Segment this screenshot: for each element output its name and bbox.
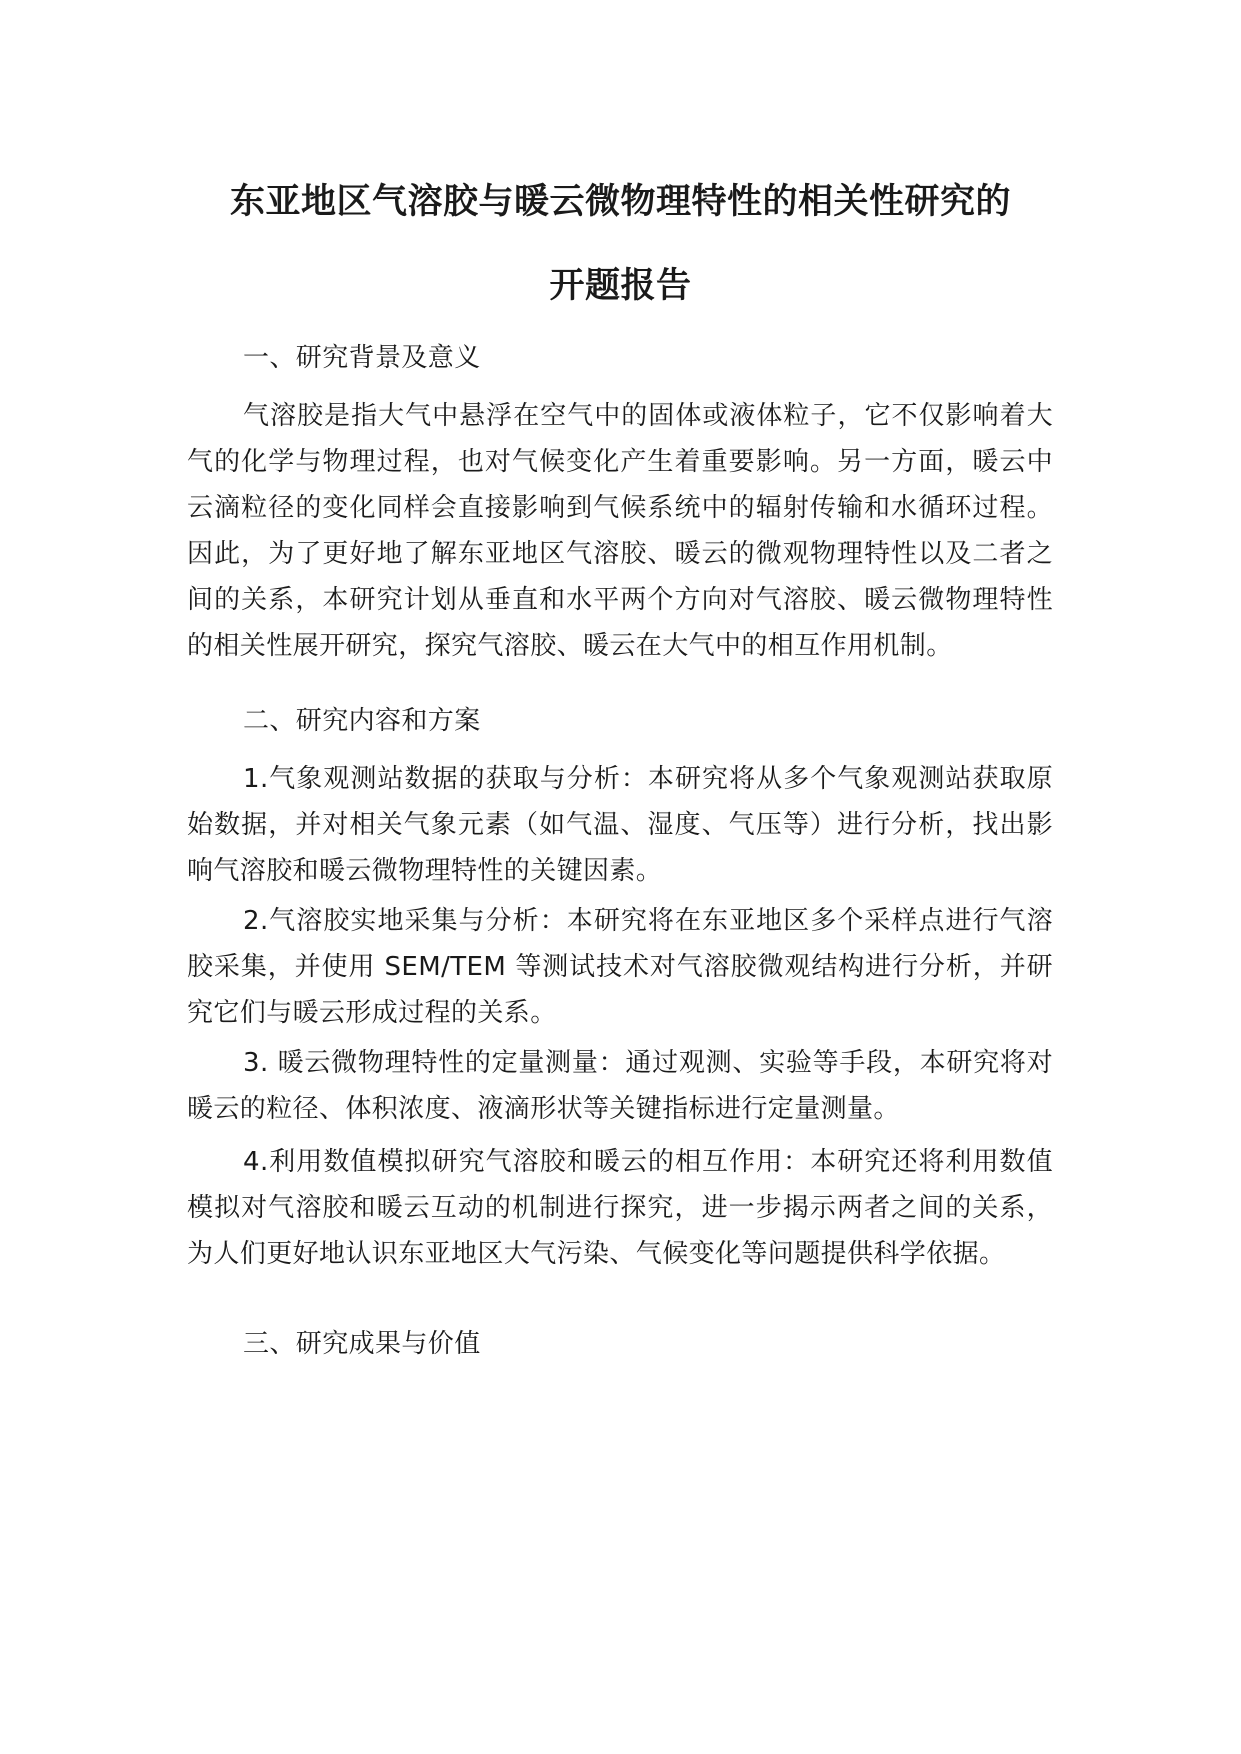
list-item-aerosol-sampling: 2.气溶胶实地采集与分析：本研究将在东亚地区多个采样点进行气溶胶采集，并使用 SEM/TEM 等测试技术对气溶胶微观结构进行分析，并研究它们与暖云形成过程的关系。 [187, 906, 1053, 1028]
list-item-numerical-simulation: 4.利用数值模拟研究气溶胶和暖云的相互作用：本研究还将利用数值模拟对气溶胶和暖云互动的机制进行探究，进一步揭示两者之间的关系，为人们更好地认识东亚地区大气污染、气候变化等问题提供科学依据。 [187, 1147, 1053, 1269]
section-heading-content: 二、研究内容和方案 [243, 706, 481, 736]
document-title-line-1: 东亚地区气溶胶与暖云微物理特性的相关性研究的 [229, 182, 1011, 222]
document-title-line-2: 开题报告 [549, 266, 692, 306]
paragraph-background: 气溶胶是指大气中悬浮在空气中的固体或液体粒子，它不仅影响着大气的化学与物理过程，也对气候变化产生着重要影响。另一方面，暖云中云滴粒径的变化同样会直接影响到气候系统中的辐射传输和水循环过程。因此，为了更好地了解东亚地区气溶胶、暖云的微观物理特性以及二者之间的关系，本研究计划从垂直和水平两个方向对气溶胶、暖云微物理特性的相关性展开研究，探究气溶胶、暖云在大气中的相互作用机制。 [187, 401, 1053, 661]
section-heading-background: 一、研究背景及意义 [243, 343, 481, 373]
list-item-cloud-measurement: 3. 暖云微物理特性的定量测量：通过观测、实验等手段，本研究将对暖云的粒径、体积浓度、液滴形状等关键指标进行定量测量。 [187, 1048, 1053, 1124]
section-heading-results: 三、研究成果与价值 [243, 1329, 481, 1359]
list-item-data-acquisition: 1.气象观测站数据的获取与分析：本研究将从多个气象观测站获取原始数据，并对相关气象元素（如气温、湿度、气压等）进行分析，找出影响气溶胶和暖云微物理特性的关键因素。 [187, 764, 1053, 886]
